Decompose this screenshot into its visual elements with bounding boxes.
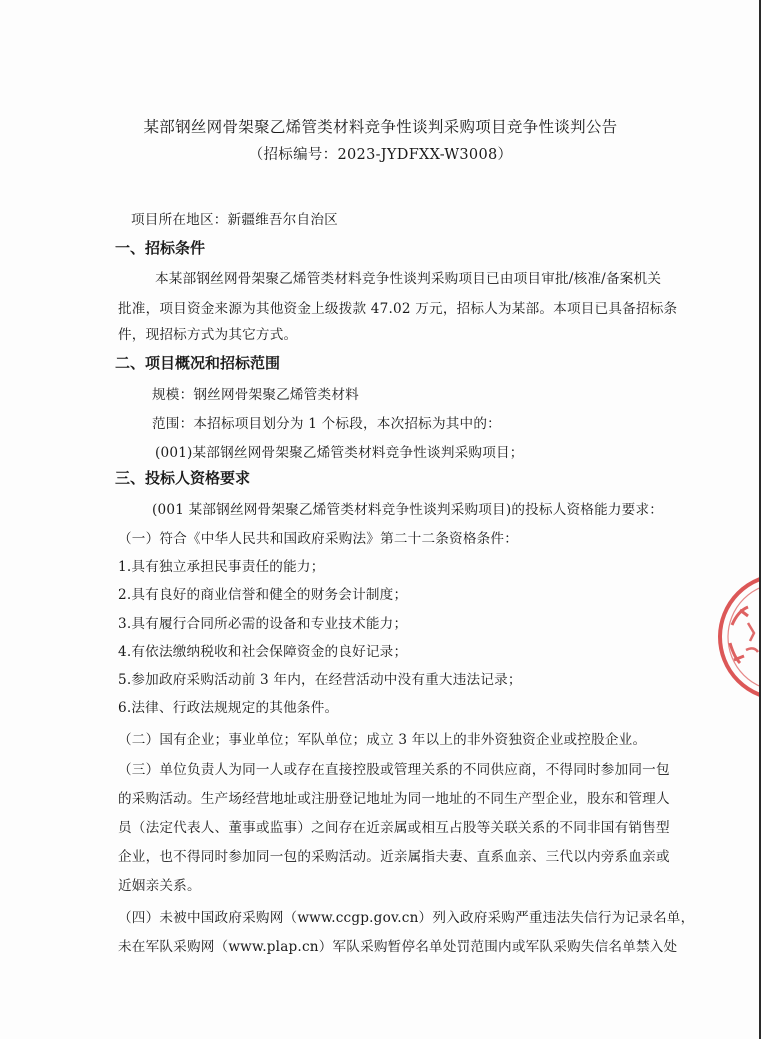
official-seal-stamp	[710, 565, 761, 715]
section-3-heading: 三、投标人资格要求	[115, 469, 251, 487]
section-1-heading: 一、招标条件	[115, 239, 206, 257]
document-title: 某部钢丝网骨架聚乙烯管类材料竞争性谈判采购项目竞争性谈判公告	[143, 118, 618, 136]
project-scale: 规模：钢丝网骨架聚乙烯管类材料	[152, 387, 359, 403]
project-lot: (001)某部钢丝网骨架聚乙烯管类材料竞争性谈判采购项目；	[155, 445, 524, 461]
qualification-condition-3-line: 企业，也不得同时参加同一包的采购活动。近亲属指夫妻、直系血亲、三代以内旁系血亲或	[118, 849, 670, 865]
qualification-item: 6.法律、行政法规规定的其他条件。	[118, 700, 339, 716]
qualification-item: 5.参加政府采购活动前 3 年内，在经营活动中没有重大违法记录；	[118, 672, 522, 688]
qualification-intro: (001 某部钢丝网骨架聚乙烯管类材料竞争性谈判采购项目)的投标人资格能力要求：	[152, 502, 664, 518]
qualification-condition-4-line: （四）未被中国政府采购网（www.ccgp.gov.cn）列入政府采购严重违法失信行为记录名单，	[118, 910, 695, 926]
qualification-condition-3-line: 员（法定代表人、董事或监事）之间存在近亲属或相互占股等关联关系的不同非国有销售型	[118, 820, 670, 836]
section-1-line: 本某部钢丝网骨架聚乙烯管类材料竞争性谈判采购项目已由项目审批/核准/备案机关	[155, 271, 662, 287]
project-range: 范围：本招标项目划分为 1 个标段，本次招标为其中的：	[152, 416, 501, 432]
qualification-condition-3-line: （三）单位负责人为同一人或存在直接控股或管理关系的不同供应商，不得同时参加同一包	[118, 762, 670, 778]
tender-number: （招标编号：2023-JYDFXX-W3008）	[248, 147, 513, 163]
qualification-item: 2.具有良好的商业信誉和健全的财务会计制度；	[118, 587, 408, 603]
qualification-item: 3.具有履行合同所必需的设备和专业技术能力；	[118, 616, 408, 632]
section-1-line: 批准，项目资金来源为其他资金上级拨款 47.02 万元，招标人为某部。本项目已具备招标条	[118, 301, 678, 317]
qualification-condition-2: （二）国有企业；事业单位；军队单位；成立 3 年以上的非外资独资企业或控股企业。	[118, 732, 647, 748]
qualification-item: 4.有依法缴纳税收和社会保障资金的良好记录；	[118, 644, 408, 660]
qualification-item: 1.具有独立承担民事责任的能力；	[118, 559, 325, 575]
section-1-line: 件，现招标方式为其它方式。	[118, 327, 298, 343]
section-2-heading: 二、项目概况和招标范围	[115, 354, 281, 372]
project-region: 项目所在地区：新疆维吾尔自治区	[131, 212, 338, 228]
qualification-condition-4-line: 未在军队采购网（www.plap.cn）军队采购暂停名单处罚范围内或军队采购失信名单禁入处	[118, 939, 678, 955]
qualification-condition-1: （一）符合《中华人民共和国政府采购法》第二十二条资格条件：	[118, 531, 519, 547]
qualification-condition-3-line: 的采购活动。生产场经营地址或注册登记地址为同一地址的不同生产型企业，股东和管理人	[118, 791, 670, 807]
qualification-condition-3-line: 近姻亲关系。	[118, 878, 201, 894]
